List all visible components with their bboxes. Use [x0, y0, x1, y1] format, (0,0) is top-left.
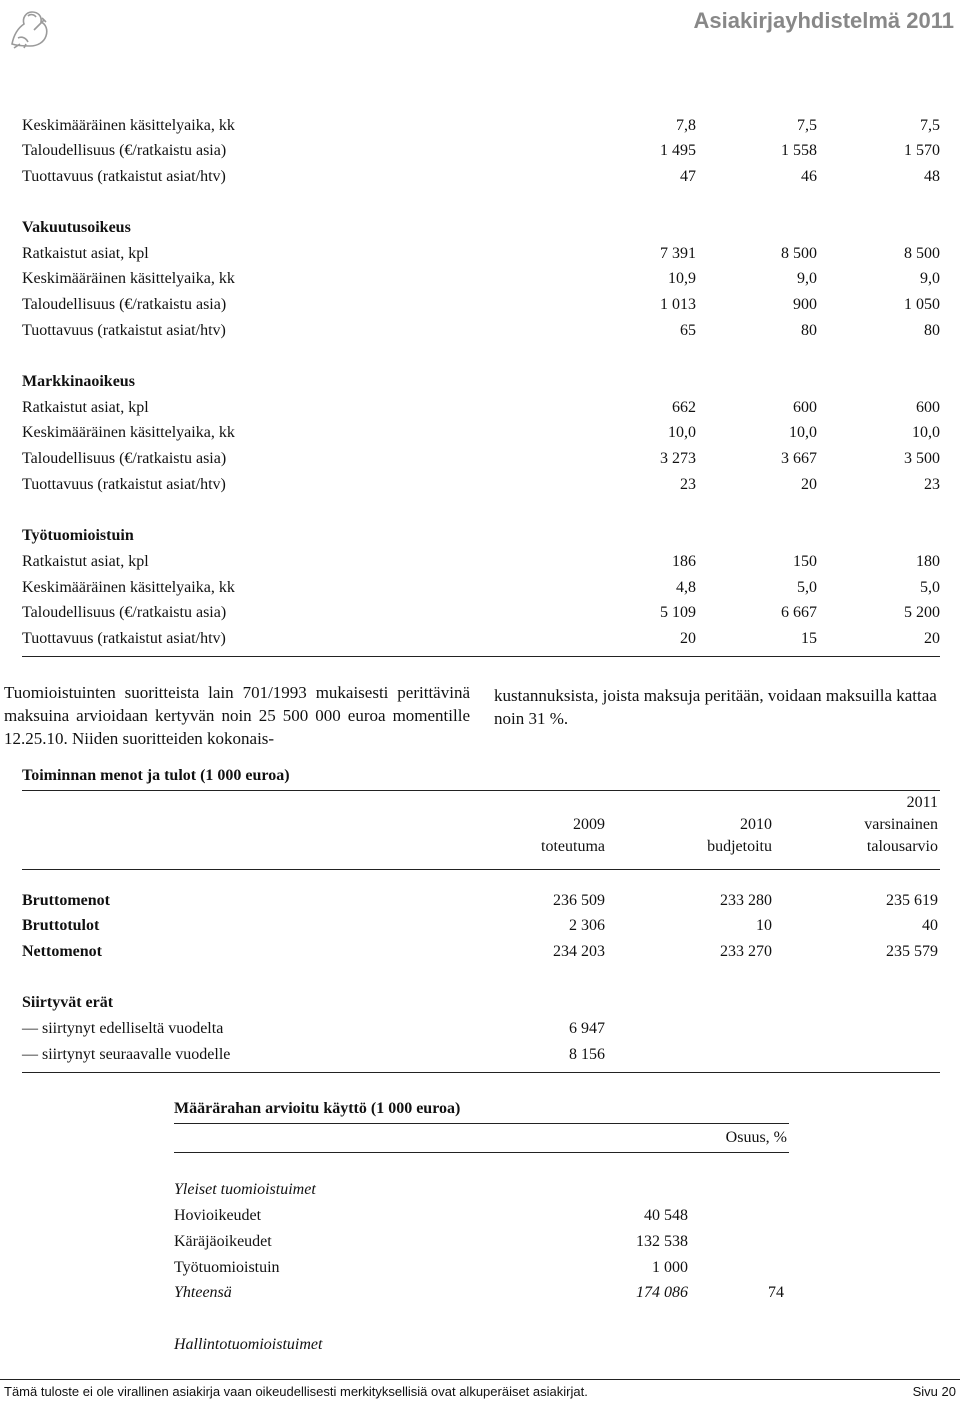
- row-label: Tuottavuus (ratkaistut asiat/htv): [22, 476, 226, 493]
- value-2010: 10: [756, 917, 772, 934]
- row-label: — siirtynyt seuraavalle vuodelle: [22, 1046, 231, 1063]
- value-amount: 132 538: [636, 1233, 688, 1250]
- value-2009: 10,9: [668, 270, 696, 287]
- table-row: [174, 1230, 794, 1254]
- table-row: [22, 940, 940, 964]
- value-2010: 150: [793, 553, 817, 570]
- header-rule: [174, 1152, 789, 1153]
- section-title: Siirtyvät erät: [22, 994, 114, 1011]
- value-2009: 10,0: [668, 424, 696, 441]
- value-2009: 7,8: [676, 117, 696, 134]
- column-header-2011: [864, 792, 938, 858]
- table-row: [22, 139, 940, 163]
- row-label: Bruttotulot: [22, 917, 100, 934]
- row-label: Keskimääräinen käsittelyaika, kk: [22, 270, 235, 287]
- value-2011: 48: [924, 168, 940, 185]
- value-2011: 3 500: [904, 450, 940, 467]
- row-label: Ratkaistut asiat, kpl: [22, 399, 149, 416]
- group-label: Hallintotuomioistuimet: [174, 1336, 323, 1353]
- value-2009: 234 203: [553, 943, 605, 960]
- header-line: talousarvio: [866, 838, 938, 855]
- value-amount: 40 548: [644, 1207, 688, 1224]
- value-2010: 9,0: [797, 270, 817, 287]
- value-2010: 8 500: [781, 245, 817, 262]
- table-bottom-rule: [22, 1072, 940, 1073]
- value-2011: 600: [916, 399, 940, 416]
- table-row-total: [174, 1281, 794, 1305]
- value-2009: 1 013: [660, 296, 696, 313]
- value-2010: 15: [801, 630, 817, 647]
- group-title: [174, 1178, 794, 1202]
- table-title: Määrärahan arvioitu käyttö (1 000 euroa): [174, 1100, 461, 1117]
- page-number: Sivu 20: [912, 1384, 956, 1399]
- value-2009: 6 947: [569, 1020, 605, 1037]
- row-label: Keskimääräinen käsittelyaika, kk: [22, 424, 235, 441]
- value-2011: 23: [924, 476, 940, 493]
- value-2011: 1 570: [904, 142, 940, 159]
- table-row: [22, 1017, 940, 1041]
- value-2011: 5,0: [920, 579, 940, 596]
- table-row: [22, 165, 940, 189]
- table-row: [22, 319, 940, 343]
- value-2010: 233 270: [720, 943, 772, 960]
- row-label: Työtuomioistuin: [174, 1259, 280, 1276]
- section-title: Markkinaoikeus: [22, 373, 135, 390]
- header-line: 2009: [573, 816, 605, 833]
- row-label: Keskimääräinen käsittelyaika, kk: [22, 117, 235, 134]
- section-title: Työtuomioistuin: [22, 527, 134, 544]
- table-row: [22, 421, 940, 445]
- value-2011: 8 500: [904, 245, 940, 262]
- value-amount: 1 000: [652, 1259, 688, 1276]
- row-label: Taloudellisuus (€/ratkaistu asia): [22, 142, 227, 159]
- header-line: 2011: [906, 794, 938, 811]
- table-row: [22, 473, 940, 497]
- value-2009: 7 391: [660, 245, 696, 262]
- value-2010: 3 667: [781, 450, 817, 467]
- header-line: varsinainen: [864, 816, 938, 833]
- value-2011: 10,0: [912, 424, 940, 441]
- row-label: — siirtynyt edelliseltä vuodelta: [22, 1020, 224, 1037]
- value-2009: 236 509: [553, 892, 605, 909]
- value-2010: 80: [801, 322, 817, 339]
- coat-of-arms-lion-logo: [4, 4, 54, 54]
- group-title: [174, 1333, 794, 1357]
- value-2009: 186: [672, 553, 696, 570]
- row-label: Keskimääräinen käsittelyaika, kk: [22, 579, 235, 596]
- value-amount: 174 086: [636, 1284, 688, 1301]
- value-2010: 10,0: [789, 424, 817, 441]
- table-row: [22, 550, 940, 574]
- table-top-rule: [174, 1123, 789, 1124]
- value-share: 74: [768, 1284, 784, 1301]
- row-label: Taloudellisuus (€/ratkaistu asia): [22, 604, 227, 621]
- table-row: [22, 914, 940, 938]
- value-2009: 5 109: [660, 604, 696, 621]
- value-2010: 600: [793, 399, 817, 416]
- row-label: Bruttomenot: [22, 892, 110, 909]
- value-2009: 662: [672, 399, 696, 416]
- value-2010: 6 667: [781, 604, 817, 621]
- table-row: [22, 447, 940, 471]
- value-2011: 235 619: [886, 892, 938, 909]
- table-bottom-rule: [22, 656, 940, 657]
- value-2010: 5,0: [797, 579, 817, 596]
- value-2011: 9,0: [920, 270, 940, 287]
- value-2009: 3 273: [660, 450, 696, 467]
- column-header-share: Osuus, %: [725, 1129, 787, 1146]
- table-top-rule: [22, 790, 940, 791]
- table-row: [22, 601, 940, 625]
- table-row: [22, 576, 940, 600]
- header-line: budjetoitu: [707, 838, 772, 855]
- table-row: [22, 293, 940, 317]
- row-label: Hovioikeudet: [174, 1207, 262, 1224]
- column-header-2009: [541, 814, 605, 858]
- section-title: Vakuutusoikeus: [22, 219, 131, 236]
- value-2010: 1 558: [781, 142, 817, 159]
- table-row: [174, 1204, 794, 1228]
- value-2011: 20: [924, 630, 940, 647]
- table-row: [22, 889, 940, 913]
- row-label: Ratkaistut asiat, kpl: [22, 553, 149, 570]
- body-paragraph-right: kustannuksista, joista maksuja peritään, voidaan maksuilla kattaa noin 31 %.: [494, 686, 937, 728]
- row-label: Tuottavuus (ratkaistut asiat/htv): [22, 322, 226, 339]
- value-2009: 4,8: [676, 579, 696, 596]
- value-2011: 7,5: [920, 117, 940, 134]
- header-line: 2010: [740, 816, 772, 833]
- table-row: [174, 1256, 794, 1280]
- value-2010: 900: [793, 296, 817, 313]
- row-label: Tuottavuus (ratkaistut asiat/htv): [22, 168, 226, 185]
- footer-disclaimer: Tämä tuloste ei ole virallinen asiakirja vaan oikeudellisesti merkityksellisiä ovat alkuperäiset asiakirjat.: [4, 1384, 588, 1399]
- group-label: Yleiset tuomioistuimet: [174, 1181, 316, 1198]
- table-row: [22, 396, 940, 420]
- value-2011: 180: [916, 553, 940, 570]
- value-2010: 233 280: [720, 892, 772, 909]
- value-2009: 47: [680, 168, 696, 185]
- value-2009: 20: [680, 630, 696, 647]
- value-2011: 5 200: [904, 604, 940, 621]
- value-2009: 65: [680, 322, 696, 339]
- row-label: Ratkaistut asiat, kpl: [22, 245, 149, 262]
- value-2010: 7,5: [797, 117, 817, 134]
- table-row: [22, 627, 940, 651]
- header-rule: [22, 869, 940, 870]
- table-row: [22, 267, 940, 291]
- body-paragraph-left: Tuomioistuinten suoritteista lain 701/1993 mukaisesti perittävinä maksuina arvioidaan kertyvän noin 25 500 000 euroa momentille 12.25.10. Niiden suoritteiden kokonais-: [4, 683, 470, 748]
- value-2011: 235 579: [886, 943, 938, 960]
- table-row: [22, 1043, 940, 1067]
- value-2011: 40: [922, 917, 938, 934]
- value-2009: 2 306: [569, 917, 605, 934]
- table-title: Toiminnan menot ja tulot (1 000 euroa): [22, 767, 290, 784]
- value-2009: 1 495: [660, 142, 696, 159]
- value-2010: 46: [801, 168, 817, 185]
- footer-rule: [0, 1379, 960, 1380]
- row-label: Taloudellisuus (€/ratkaistu asia): [22, 296, 227, 313]
- value-2009: 8 156: [569, 1046, 605, 1063]
- table-row: [22, 114, 940, 138]
- value-2009: 23: [680, 476, 696, 493]
- row-label: Nettomenot: [22, 943, 102, 960]
- header-line: toteutuma: [541, 838, 605, 855]
- row-label: Tuottavuus (ratkaistut asiat/htv): [22, 630, 226, 647]
- row-label: Taloudellisuus (€/ratkaistu asia): [22, 450, 227, 467]
- document-title: Asiakirjayhdistelmä 2011: [693, 8, 954, 33]
- row-label: Yhteensä: [174, 1284, 232, 1301]
- row-label: Käräjäoikeudet: [174, 1233, 272, 1250]
- value-2011: 80: [924, 322, 940, 339]
- value-2011: 1 050: [904, 296, 940, 313]
- value-2010: 20: [801, 476, 817, 493]
- column-header-2010: [707, 814, 772, 858]
- table-row: [22, 242, 940, 266]
